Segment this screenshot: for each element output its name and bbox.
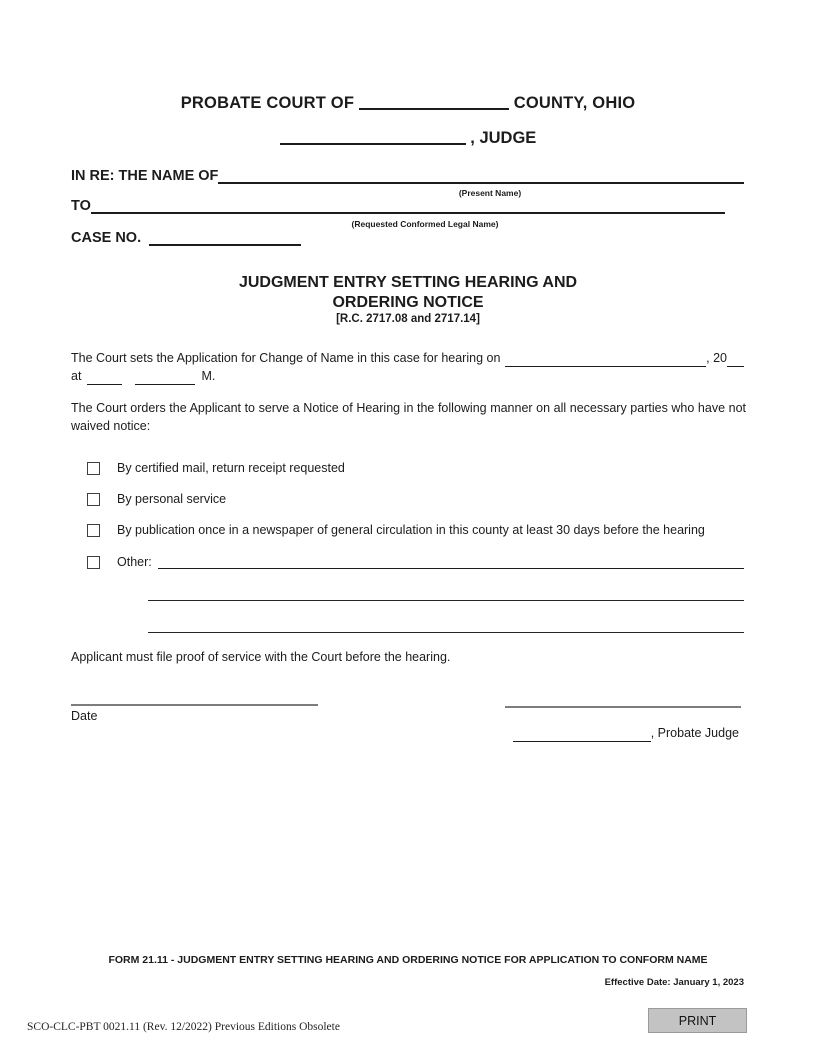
court-header-suffix: COUNTY, OHIO	[513, 94, 636, 112]
hearing-sentence-prefix: The Court sets the Application for Change of Name in this case for hearing on	[71, 351, 501, 365]
personal-service-label: By personal service	[117, 492, 227, 506]
footer-effective-date: Effective Date: January 1, 2023	[604, 977, 744, 988]
other-continuation-line-2[interactable]	[148, 632, 744, 633]
case-no-label: CASE NO.	[71, 230, 142, 246]
judge-printed-name-field[interactable]	[513, 727, 651, 742]
date-signed-line[interactable]	[71, 704, 318, 706]
other-checkbox[interactable]	[87, 556, 100, 569]
hearing-time-suffix: M.	[201, 369, 216, 383]
to-row	[71, 197, 725, 214]
hearing-year-text: , 20	[706, 351, 727, 365]
other-method-field[interactable]	[158, 556, 744, 569]
court-header-line2	[0, 129, 816, 148]
publication-label: By publication once in a newspaper of general circulation in this county at least 30 days before the hearing	[117, 523, 705, 537]
hearing-time-field[interactable]	[87, 370, 122, 385]
judge-name-field[interactable]	[280, 130, 466, 145]
order-paragraph: The Court orders the Applicant to serve a Notice of Hearing in the following manner on all necessary parties who have not waived notice:	[71, 401, 746, 433]
hearing-year-field[interactable]	[727, 352, 744, 367]
requested-name-field[interactable]	[91, 197, 725, 214]
probate-judge-label: , Probate Judge	[650, 726, 739, 740]
hearing-sentence-line1	[71, 349, 744, 367]
hearing-meridiem-field[interactable]	[135, 370, 195, 385]
date-label: Date	[71, 709, 98, 723]
other-continuation-line-1[interactable]	[148, 600, 744, 601]
service-option-row	[87, 492, 226, 506]
form-title-line2: ORDERING NOTICE	[332, 294, 484, 311]
service-option-row	[87, 555, 744, 569]
service-option-row	[87, 523, 705, 537]
form-title-line1: JUDGMENT ENTRY SETTING HEARING AND	[238, 274, 578, 291]
court-header-prefix: PROBATE COURT OF	[180, 94, 355, 112]
personal-service-checkbox[interactable]	[87, 493, 100, 506]
judge-signature-line[interactable]	[505, 706, 741, 708]
judge-header-suffix: , JUDGE	[470, 129, 537, 147]
statute-citation: [R.C. 2717.08 and 2717.14]	[336, 313, 480, 325]
to-label: TO	[71, 198, 91, 214]
publication-checkbox[interactable]	[87, 524, 100, 537]
case-number-field[interactable]	[149, 229, 301, 246]
hearing-sentence-line2	[71, 367, 215, 385]
certified-mail-label: By certified mail, return receipt requested	[117, 461, 345, 475]
print-button[interactable]: PRINT	[648, 1008, 747, 1033]
in-re-label: IN RE: THE NAME OF	[71, 168, 219, 184]
probate-judge-row	[513, 724, 739, 742]
proof-of-service-sentence: Applicant must file proof of service with the Court before the hearing.	[71, 650, 451, 664]
county-field[interactable]	[359, 95, 509, 110]
footer-revision-text: SCO-CLC-PBT 0021.11 (Rev. 12/2022) Previous Editions Obsolete	[27, 1021, 340, 1033]
service-option-row	[87, 461, 345, 475]
hearing-time-prefix: at	[71, 369, 82, 383]
hearing-date-field[interactable]	[505, 352, 706, 367]
court-header-line1	[0, 94, 816, 113]
certified-mail-checkbox[interactable]	[87, 462, 100, 475]
footer-form-title: FORM 21.11 - JUDGMENT ENTRY SETTING HEARING AND ORDERING NOTICE FOR APPLICATION TO CONFORM NAME	[108, 954, 708, 966]
present-name-field[interactable]	[218, 167, 744, 184]
requested-name-caption: (Requested Conformed Legal Name)	[351, 219, 499, 229]
in-re-row	[71, 167, 744, 184]
case-no-row	[71, 229, 301, 246]
other-label: Other:	[117, 555, 152, 569]
present-name-caption: (Present Name)	[458, 188, 522, 198]
